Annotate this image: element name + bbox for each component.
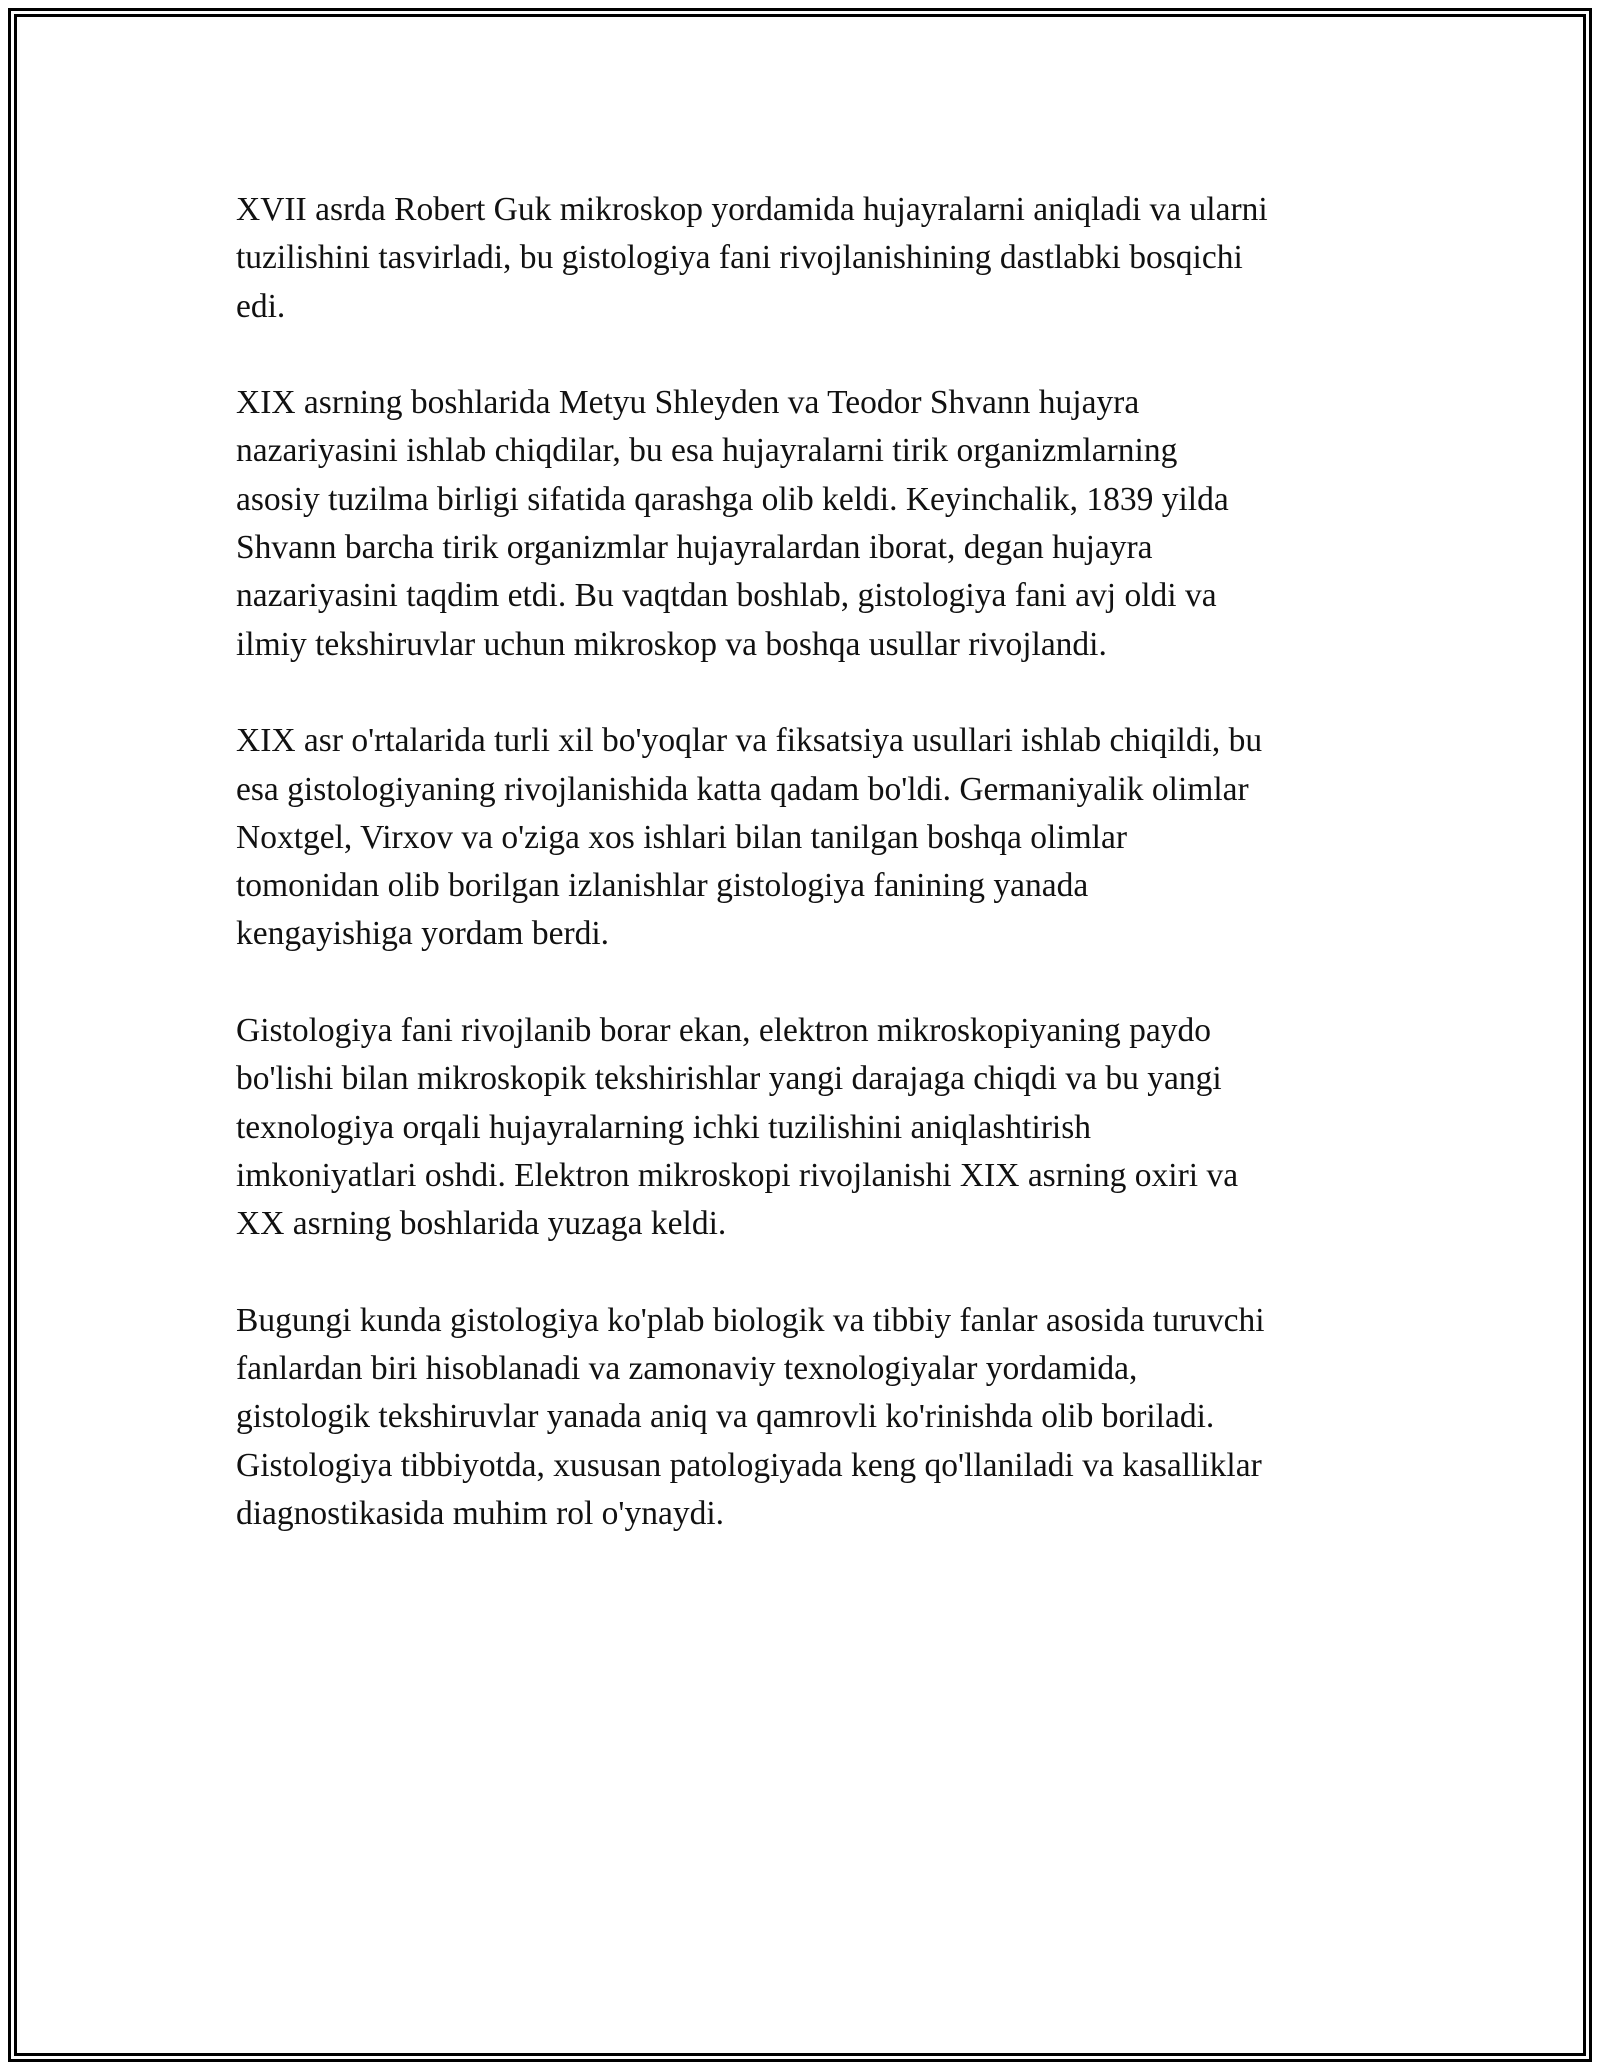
paragraph-cell-theory: XIX asrning boshlarida Metyu Shleyden va Teodor Shvann hujayra nazariyasini ishlab chiqdilar, bu esa hujayralarni tirik organizmlarning asosiy tuzilma birligi sifatida qarashga olib keldi. Keyinchalik, 1839 yilda Shvann barcha tirik organizmlar hujayralardan iborat, degan hujayra nazariyasini taqdim etdi. Bu vaqtdan boshlab, gistologiya fani avj oldi va ilmiy tekshiruvlar uchun mikroskop va boshqa usullar rivojlandi. xyxy=(236,384,1229,663)
paragraph-modern-histology: Bugungi kunda gistologiya ko'plab biologik va tibbiy fanlar asosida turuvchi fanlardan biri hisoblanadi va zamonaviy texnologiyalar yordamida, gistologik tekshiruvlar yanada aniq va qamrovli ko'rinishda olib boriladi. Gistologiya tibbiyotda, xususan patologiyada keng qo'llaniladi va kasalliklar diagnostikasida muhim rol o'ynaydi. xyxy=(236,1301,1265,1533)
paragraph-robert-guk: XVII asrda Robert Guk mikroskop yordamida hujayralarni aniqladi va ularni tuzilishini tasvirladi, bu gistologiya fani rivojlanishining dastlabki bosqichi edi. xyxy=(236,191,1268,325)
document-body xyxy=(236,186,1386,1538)
paragraph-electron-microscopy: Gistologiya fani rivojlanib borar ekan, elektron mikroskopiyaning paydo bo'lishi bilan mikroskopik tekshirishlar yangi darajaga chiqdi va bu yangi texnologiya orqali hujayralarning ichki tuzilishini aniqlashtirish imkoniyatlari oshdi. Elektron mikroskopi rivojlanishi XIX asrning oxiri va XX asrning boshlarida yuzaga keldi. xyxy=(236,1012,1239,1243)
paragraph-staining-methods: XIX asr o'rtalarida turli xil bo'yoqlar va fiksatsiya usullari ishlab chiqildi, bu esa gistologiyaning rivojlanishida katta qadam bo'ldi. Germaniyalik olimlar Noxtgel, Virxov va o'ziga xos ishlari bilan tanilgan boshqa olimlar tomonidan olib borilgan izlanishlar gistologiya fanining yanada kengayishiga yordam berdi. xyxy=(236,722,1263,953)
